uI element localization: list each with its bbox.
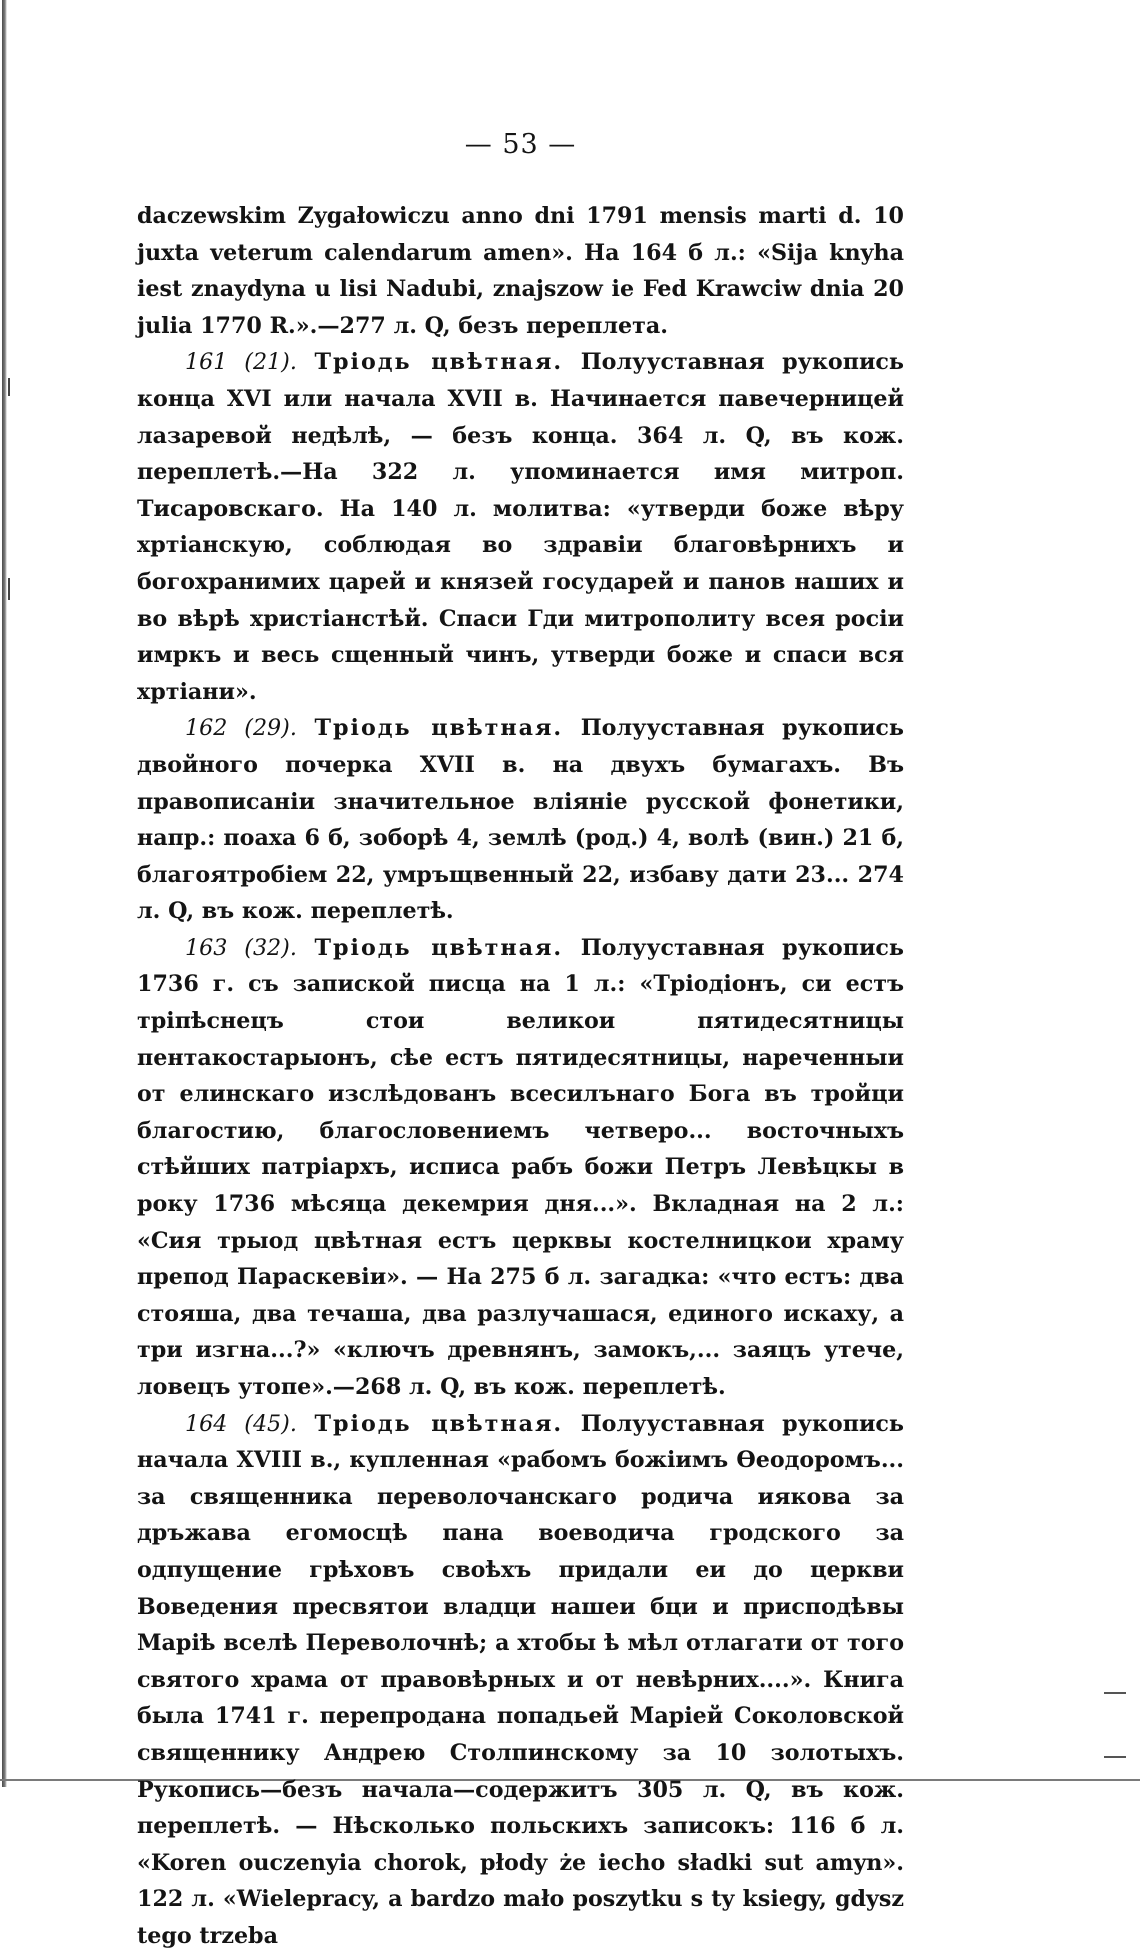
catalog-entry-161 (137, 344, 904, 710)
entry-body: Полууставная рукопись двойного почерка XVII в. на двухъ бумагахъ. Въ правописаніи значительное вліяніе русской фонетики, напр.: поаха 6 б, зоборѣ 4, землѣ (род.) 4, волѣ (вин.) 21 б, благоятробіем 22, умръщвенный 22, избаву дати 23... 274 л. Q, въ кож. переплетѣ. (137, 715, 904, 925)
margin-mark (8, 578, 10, 600)
entry-body: Полууставная рукопись конца XVI или начала XVII в. Начинается павечерницей лазаревой недѣлѣ, — безъ конца. 364 л. Q, въ кож. переплетѣ.—На 322 л. упоминается имя митроп. Тисаровскаго. На 140 л. молитва: «утверди боже вѣру хртіанскую, соблюдая во здравіи благовѣрнихъ и богохранимих царей и князей государей и панов наших и во вѣрѣ христіанстѣй. Спаси Гди митрополиту всея росіи имркъ и весь сщенный чинъ, утверди боже и спаси вся хртіани». (137, 349, 904, 705)
entry-number: 162 (29). (185, 715, 297, 742)
catalog-entry-162 (137, 710, 904, 930)
margin-mark (1104, 1756, 1126, 1758)
entry-title: Тріодь цвѣтная. (314, 934, 564, 961)
entry-number: 163 (32). (185, 934, 297, 961)
entry-title: Тріодь цвѣтная. (314, 349, 564, 376)
margin-mark (1104, 1692, 1126, 1694)
entry-number: 161 (21). (185, 349, 297, 376)
margin-mark (8, 378, 10, 396)
paragraph-body: daczewskim Zygałowiczu anno dni 1791 mensis marti d. 10 juxta veterum calendarum amen». На 164 б л.: «Sija knyha iest znaydyna u lisi Nadubi, znajszow ie Fed Krawciw dnia 20 julia 1770 R.».—277 л. Q, безъ переплета. (137, 203, 904, 339)
entry-title: Тріодь цвѣтная. (314, 715, 564, 742)
scan-edge-left (2, 0, 7, 1787)
entry-body: Полууставная рукопись начала XVIII в., купленная «рабомъ божіимъ Ѳеодоромъ... за священника переволочанскаго родича иякова за дръжава егомосцѣ пана воеводича гродского за одпущение грѣховъ своѣхъ придали еи до церкви Воведения пресвятои владци нашеи бци и присподѣвы Маріѣ вселѣ Переволочнѣ; а хтобы ѣ мѣл отлагати от того святого храма от правовѣрных и от невѣрних....». Книга была 1741 г. перепродана попадьей Маріей Соколовской священнику Андрею Столпинскому за 10 золотыхъ. Рукопись—безъ начала—содержитъ 305 л. Q, въ кож. переплетѣ. — Нѣсколько польскихъ записокъ: 116 б л. «Koren ouczenyia chorok, płody że iecho sładki sut amyn». 122 л. «Wielepracy, a bardzo mało poszytku s ty ksiegy, gdysz tego trzeba (137, 1410, 904, 1949)
entry-number: 164 (45). (185, 1410, 297, 1437)
entry-body: Полууставная рукопись 1736 г. съ запиской писца на 1 л.: «Тріодіонъ, си естъ тріпѣснецъ стои великои пятидесятницы пентакостарыонъ, сѣе естъ пятидесятницы, нареченныи от елинскаго изслѣдованъ всесилънаго Бога въ тройци благостию, благословениемъ четверо... восточныхъ стѣйших патріархъ, исписа рабъ божи Петръ Левѣцкы в року 1736 мѣсяца декемрия дня...». Вкладная на 2 л.: «Сия трыод цвѣтная естъ церквы костелницкои храму препод Параскевіи». — На 275 б л. загадка: «что естъ: два стояша, два течаша, два разлучашася, единого искаху, а три изгна...?» «ключъ древнянъ, замокъ,... заяцъ утече, ловецъ утопе».—268 л. Q, въ кож. переплетѣ. (137, 934, 904, 1400)
page-content (137, 128, 904, 1955)
entry-title: Тріодь цвѣтная. (314, 1410, 564, 1437)
catalog-entry-164 (137, 1406, 904, 1955)
catalog-entry-163 (137, 930, 904, 1406)
page-number: — 53 — (464, 129, 577, 160)
paragraph-continuation (137, 198, 904, 344)
